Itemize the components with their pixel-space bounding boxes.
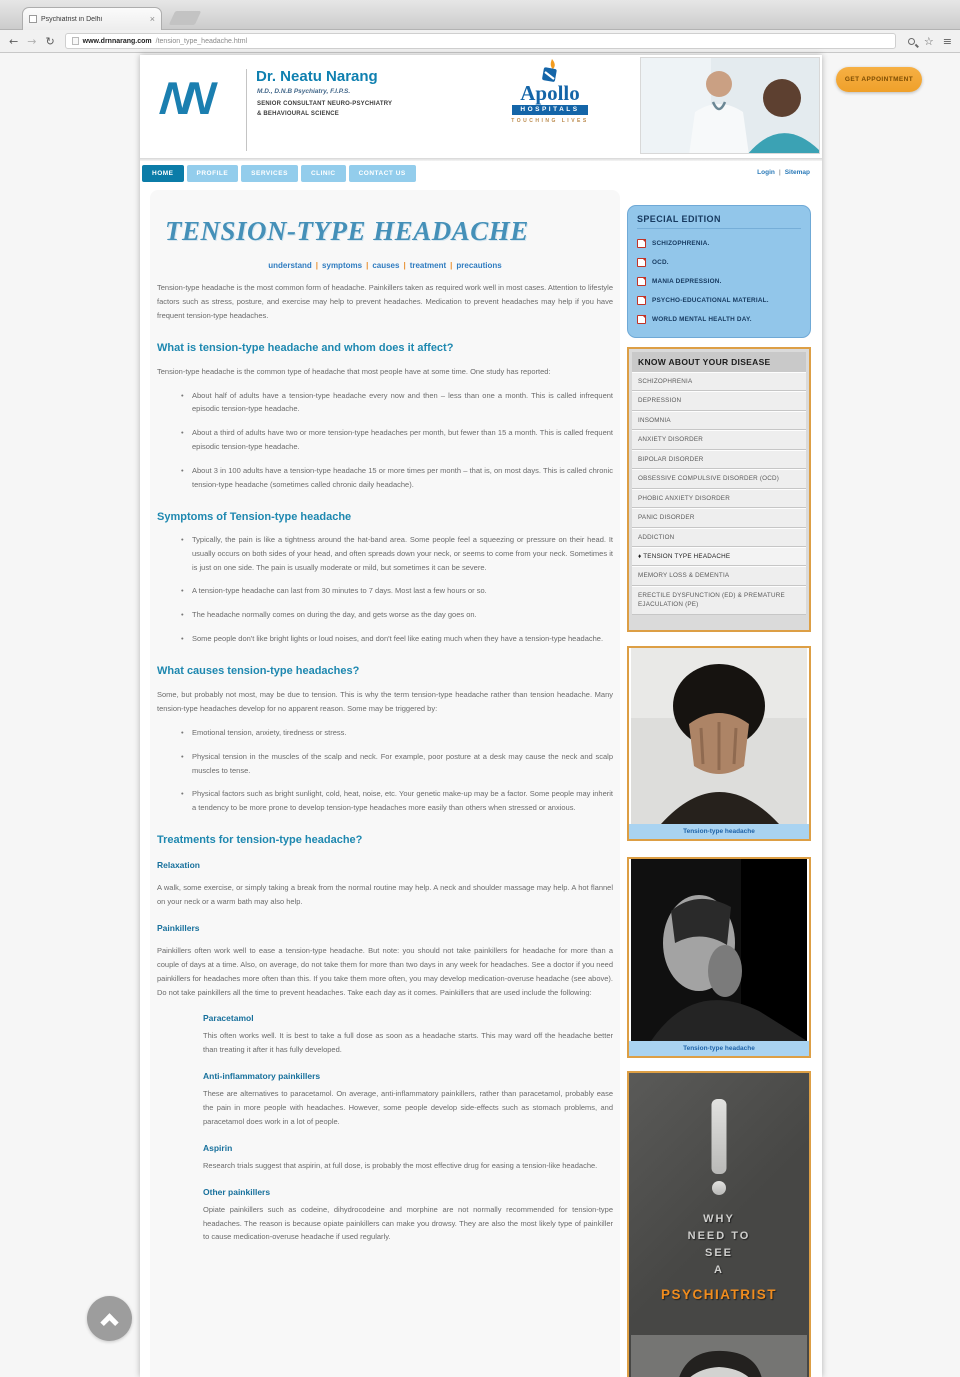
paragraph: These are alternatives to paracetamol. On average, anti-inflammatory painkillers, rather than paracetamol, probably ease the pain in more people with headaches. However, some people develop side-effects such as stomach problems, and paracetamol does work in a lot of people.	[203, 1089, 613, 1126]
special-edition-item[interactable]	[637, 277, 801, 286]
quick-link-separator: |	[366, 261, 369, 270]
special-edition-label: SCHIZOPHRENIA.	[652, 240, 710, 247]
quick-link-understand[interactable]: understand	[268, 261, 312, 270]
special-edition-label: MANIA DEPRESSION.	[652, 278, 722, 285]
site-header	[140, 55, 822, 159]
nav-item-services[interactable]: SERVICES	[241, 165, 298, 182]
paragraph: A walk, some exercise, or simply taking a break from the normal routine may help. A neck and shoulder massage may help. A hot flannel on your neck or a warm bath may also help.	[157, 883, 613, 906]
poster-highlight: PSYCHIATRIST	[660, 1286, 777, 1302]
disease-list	[632, 372, 806, 615]
poster-line: A	[714, 1263, 724, 1276]
special-edition-item[interactable]	[637, 239, 801, 248]
exclamation-dot-icon	[712, 1181, 726, 1195]
page-title: TENSION-TYPE HEADACHE	[165, 216, 529, 246]
url-bar[interactable]	[65, 33, 896, 49]
paragraph: Painkillers often work well to ease a tension-type headache. But note: you should not take painkillers for headache for more than a couple of days at a time. Also, on average, do not take them for more than two days in any week for headaches. See a doctor if you need painkillers for headaches more often than this. If you take them more often, you may develop medication-overuse headache (see above). Do not take painkillers all the time to prevent headaches. Take each day as it comes. Painkillers that are used include the following:	[157, 945, 613, 997]
apollo-tagline: TOUCHING LIVES	[511, 118, 589, 124]
disease-list-item[interactable]: ADDICTION	[632, 528, 806, 547]
bullet-item: • Physical factors such as bright sunlight, cold, heat, noise, etc. Your genetic make-up may be a factor. Some people may inherit a tendency to be more prone to develop tension-type headaches more easily than others when stressed or anxious.	[181, 787, 613, 815]
man-clutching-head-photo	[629, 648, 809, 824]
section-heading: Other painkillers	[203, 1186, 271, 1197]
quick-link-separator: |	[450, 261, 453, 270]
exclamation-icon	[712, 1099, 727, 1174]
reload-icon[interactable]: ↻	[45, 34, 55, 48]
section-heading: What is tension-type headache and whom does it affect?	[157, 341, 454, 354]
get-appointment-button[interactable]: GET APPOINTMENT	[836, 67, 922, 92]
browser-tab-strip	[0, 0, 960, 30]
woman-face-photo	[629, 1335, 809, 1377]
special-edition-box	[627, 205, 811, 338]
browser-toolbar	[0, 30, 960, 53]
bullet-list	[181, 726, 613, 815]
disease-list-item[interactable]: ANXIETY DISORDER	[632, 430, 806, 449]
paragraph: Tension-type headache is the most common form of headache. Painkillers taken as required work well in most cases. Attention to lifestyle factors such as stress, posture, and exercise may help to prevent headaches. Medication to prevent headaches may help if you have frequent tension-type headaches.	[157, 283, 613, 320]
quick-link-symptoms[interactable]: symptoms	[322, 261, 363, 270]
doctor-designation	[257, 99, 392, 119]
url-path: /tension_type_headache.html	[155, 37, 248, 45]
disease-list-item[interactable]: DEPRESSION	[632, 391, 806, 410]
nav-item-profile[interactable]: PROFILE	[187, 165, 239, 182]
poster-line: NEED TO	[687, 1229, 751, 1242]
back-to-top-button[interactable]	[87, 1296, 132, 1341]
disease-list-item[interactable]: ♦ TENSION TYPE HEADACHE	[632, 547, 806, 566]
quick-link-causes[interactable]: causes	[372, 261, 400, 270]
section-heading: What causes tension-type headaches?	[157, 665, 360, 677]
doctor-name: Dr. Neatu Narang	[256, 68, 378, 85]
special-edition-item[interactable]	[637, 296, 801, 305]
apollo-hospitals-label: HOSPITALS	[512, 105, 588, 115]
bullet-item: • Emotional tension, anxiety, tiredness or stress.	[181, 726, 613, 740]
designation-line2: & BEHAVIOURAL SCIENCE	[257, 111, 339, 118]
photo-caption: Tension-type headache	[629, 824, 809, 839]
poster-line: SEE	[704, 1246, 733, 1259]
special-edition-label: PSYCHO-EDUCATIONAL MATERIAL.	[652, 297, 769, 304]
tab-close-icon[interactable]: ×	[149, 13, 155, 24]
back-icon[interactable]: ←	[9, 34, 19, 48]
document-icon	[637, 315, 646, 324]
new-tab-button[interactable]	[169, 11, 202, 25]
bullet-item: • Some people don't like bright lights or loud noises, and don't feel like eating much when they have a tension-type headache.	[181, 632, 613, 646]
login-separator: |	[778, 169, 781, 176]
special-edition-item[interactable]	[637, 315, 801, 324]
divider	[246, 69, 247, 151]
apollo-logo	[492, 59, 608, 124]
paragraph: Research trials suggest that aspirin, at full dose, is probably the most effective drug for easing a tension-like headache.	[203, 1160, 598, 1170]
section-heading: Paracetamol	[203, 1013, 254, 1024]
doctor-credentials: M.D., D.N.B Psychiatry, F.I.P.S.	[257, 88, 351, 95]
header-divider-rule	[140, 158, 822, 161]
disease-list-item[interactable]: SCHIZOPHRENIA	[632, 372, 806, 391]
headache-photo-card-1	[627, 646, 811, 841]
designation-line1: SENIOR CONSULTANT NEURO-PSYCHIATRY	[257, 101, 393, 107]
article-panel	[150, 190, 620, 1377]
document-icon	[637, 277, 646, 286]
disease-list-item[interactable]: MEMORY LOSS & DEMENTIA	[632, 566, 806, 585]
quick-link-separator: |	[403, 261, 406, 270]
toolbar-right-icons	[896, 36, 952, 47]
nav-item-home[interactable]: HOME	[142, 165, 184, 182]
bullet-item: • Physical tension in the muscles of the scalp and neck. For example, poor posture at a desk may cause the neck and scalp muscles to tense.	[181, 750, 613, 778]
page-icon	[72, 37, 79, 45]
poster-line: WHY	[703, 1212, 735, 1225]
special-edition-label: WORLD MENTAL HEALTH DAY.	[652, 316, 752, 323]
disease-box	[627, 347, 811, 632]
section-heading: Relaxation	[157, 860, 200, 871]
bullet-item: • Typically, the pain is like a tightness around the hat-band area. Some people feel a squeezing or pressure on their head. It usually occurs on both sides of your head, and often spreads down your neck, or seems to come from your neck. Sometimes it is just on one side. The pain is usually moderate or mild, but sometimes it can be severe.	[181, 533, 613, 575]
disease-list-item[interactable]: PANIC DISORDER	[632, 508, 806, 527]
special-edition-label: OCD.	[652, 259, 669, 266]
special-edition-list	[637, 239, 801, 324]
paragraph: Some, but probably not most, may be due to tension. This is why the term tension-type headache rather than tension headache. Many tension-type headaches develop for no apparent reason. Some may be triggered by:	[157, 690, 613, 713]
bullet-item: • A tension-type headache can last from 30 minutes to 7 days. Most last a few hours or so.	[181, 584, 613, 598]
bullet-item: • About half of adults have a tension-type headache every now and then – less than one a month. This is called infrequent episodic tension-type headache.	[181, 389, 613, 417]
section-heading: Painkillers	[157, 922, 200, 933]
document-icon	[637, 239, 646, 248]
disease-list-item[interactable]: OBSESSIVE COMPULSIVE DISORDER (OCD)	[632, 469, 806, 488]
disease-list-item[interactable]: ERECTILE DYSFUNCTION (ED) & PREMATURE EJACULATION (PE)	[632, 586, 806, 615]
url-domain: www.drnnarang.com	[82, 37, 152, 45]
person-in-pain-photo	[629, 859, 809, 1041]
nn-logo: NN	[157, 72, 208, 124]
nav-item-contact-us[interactable]: CONTACT US	[349, 165, 416, 182]
doctor-patient-photo	[640, 57, 820, 154]
quick-link-precautions[interactable]: precautions	[456, 261, 502, 270]
bullet-list	[181, 389, 613, 492]
bullet-list	[181, 533, 613, 646]
apollo-name: Apollo	[520, 81, 580, 105]
search-icon[interactable]	[908, 38, 915, 45]
quick-links	[157, 261, 613, 270]
paragraph: This often works well. It is best to take a full dose as soon as a headache starts. This may ward off the headache better than treating it after it has fully developed.	[203, 1031, 613, 1055]
sidebar	[627, 205, 811, 1377]
paragraph: Opiate painkillers such as codeine, dihydrocodeine and morphine are not normally recommended for tension-type headaches. The reason is because opiate painkillers can make you drowsy. They are also the most likely type of painkiller to cause medication-overuse headache if used regularly.	[203, 1204, 613, 1242]
poster-text	[629, 1211, 809, 1302]
login-bar	[757, 169, 810, 176]
nav-item-clinic[interactable]: CLINIC	[301, 165, 346, 182]
why-see-psychiatrist-poster	[627, 1071, 811, 1377]
login-link[interactable]: Login	[757, 169, 775, 176]
browser-tab[interactable]	[22, 7, 162, 30]
disease-list-item[interactable]: PHOBIC ANXIETY DISORDER	[632, 489, 806, 508]
document-icon	[637, 296, 646, 305]
quick-link-treatment[interactable]: treatment	[409, 261, 447, 270]
special-edition-title: SPECIAL EDITION	[637, 214, 801, 229]
bullet-item: • The headache normally comes on during the day, and gets worse as the day goes on.	[181, 608, 613, 622]
content-blocks	[157, 281, 613, 1244]
nav-menu	[142, 165, 416, 182]
special-edition-item[interactable]	[637, 258, 801, 267]
disease-list-item[interactable]: BIPOLAR DISORDER	[632, 450, 806, 469]
section-heading: Treatments for tension-type headache?	[157, 834, 363, 847]
bullet-item: • About a third of adults have two or more tension-type headaches per month, but fewer than 15 a month. This is called frequent episodic tension-type headache.	[181, 426, 613, 454]
headache-photo-card-2	[627, 857, 811, 1058]
website-page	[140, 55, 822, 1377]
disease-box-title: KNOW ABOUT YOUR DISEASE	[632, 352, 806, 372]
section-heading: Anti-inflammatory painkillers	[203, 1071, 321, 1082]
section-heading: Symptoms of Tension-type headache	[157, 510, 352, 523]
quick-link-separator: |	[315, 261, 319, 270]
star-icon[interactable]: ☆	[923, 34, 934, 48]
paragraph: Tension-type headache is the common type of headache that most people have at some time. One study has reported:	[157, 366, 551, 376]
section-heading: Aspirin	[203, 1142, 233, 1153]
document-icon	[637, 258, 646, 267]
forward-icon[interactable]: →	[27, 34, 37, 48]
chevron-up-icon	[100, 1313, 118, 1331]
bullet-item: • About 3 in 100 adults have a tension-type headache 15 or more times per month – that is, on most days. This is called chronic tension-type headache (sometimes called chronic daily headache).	[181, 464, 613, 492]
sitemap-link[interactable]: Sitemap	[784, 169, 810, 176]
menu-icon[interactable]: ≡	[942, 34, 952, 48]
tab-title: Psychiatrist in Delhi	[41, 15, 103, 23]
photo-caption: Tension-type headache	[629, 1041, 809, 1056]
tab-favicon-icon	[29, 15, 37, 23]
disease-list-item[interactable]: INSOMNIA	[632, 411, 806, 430]
